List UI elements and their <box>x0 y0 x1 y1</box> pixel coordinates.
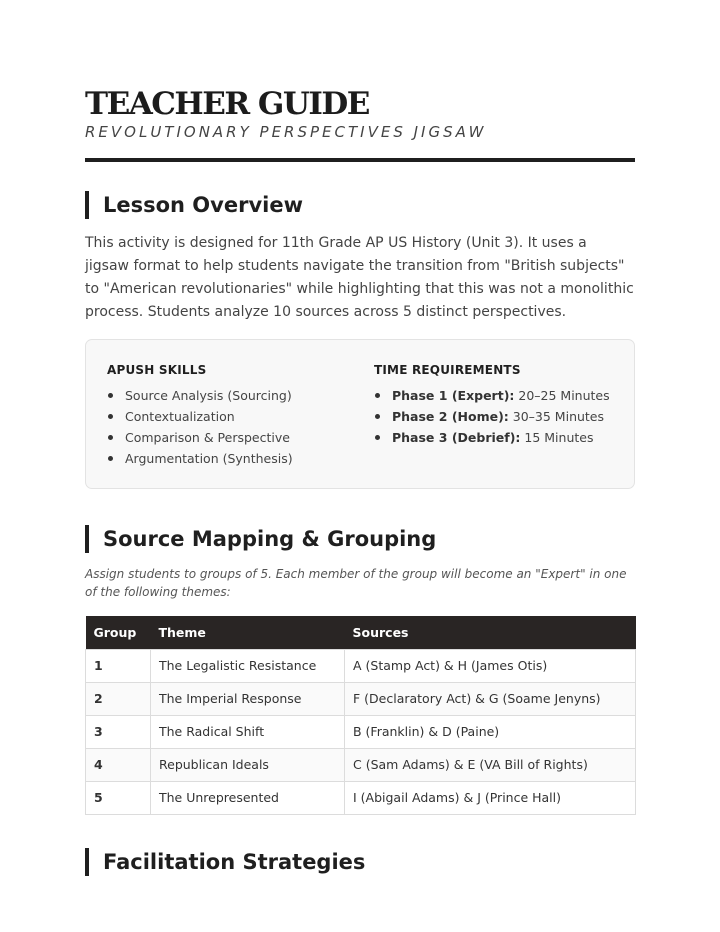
table-row <box>86 682 636 715</box>
theme-cell: The Imperial Response <box>151 682 345 715</box>
group-cell: 2 <box>86 682 151 715</box>
sources-cell: I (Abigail Adams) & J (Prince Hall) <box>345 781 636 814</box>
source-mapping-table <box>85 616 636 815</box>
skill-item: Argumentation (Synthesis) <box>107 448 357 469</box>
document-title: TEACHER GUIDE <box>85 86 369 122</box>
title-divider <box>85 158 635 162</box>
column-header-sources: Sources <box>345 616 636 649</box>
skill-item: Comparison & Perspective <box>107 427 357 448</box>
skills-heading: APUSH SKILLS <box>107 363 207 377</box>
grouping-instructions: Assign students to groups of 5. Each member of the group will become an "Expert" in one of the following themes: <box>85 567 627 599</box>
theme-cell: Republican Ideals <box>151 748 345 781</box>
column-header-theme: Theme <box>151 616 345 649</box>
table-row <box>86 748 636 781</box>
sources-cell: C (Sam Adams) & E (VA Bill of Rights) <box>345 748 636 781</box>
time-item-value: 30–35 Minutes <box>508 409 605 424</box>
skill-item: Contextualization <box>107 406 357 427</box>
theme-cell: The Legalistic Resistance <box>151 649 345 682</box>
group-cell: 3 <box>86 715 151 748</box>
theme-cell: The Unrepresented <box>151 781 345 814</box>
time-item-label: Phase 2 (Home): <box>392 409 509 424</box>
column-header-group: Group <box>86 616 151 649</box>
document-subtitle: REVOLUTIONARY PERSPECTIVES JIGSAW <box>85 123 487 141</box>
section-heading-source-mapping: Source Mapping & Grouping <box>85 525 436 553</box>
skills-time-box <box>85 339 635 489</box>
section-heading-facilitation: Facilitation Strategies <box>85 848 365 876</box>
sources-cell: A (Stamp Act) & H (James Otis) <box>345 649 636 682</box>
skills-column <box>107 362 357 469</box>
time-item-value: 20–25 Minutes <box>514 388 610 403</box>
table-row <box>86 649 636 682</box>
group-cell: 1 <box>86 649 151 682</box>
table-row <box>86 715 636 748</box>
table-row <box>86 781 636 814</box>
time-item-label: Phase 3 (Debrief): <box>392 430 521 445</box>
section-heading-lesson-overview: Lesson Overview <box>85 191 303 219</box>
time-column <box>374 362 624 448</box>
time-item <box>374 427 624 448</box>
time-heading: TIME REQUIREMENTS <box>374 363 521 377</box>
time-list <box>374 385 624 448</box>
skills-list <box>107 385 357 469</box>
time-item <box>374 385 624 406</box>
table-header-row <box>86 616 636 649</box>
time-item-label: Phase 1 (Expert): <box>392 388 515 403</box>
time-item-value: 15 Minutes <box>520 430 594 445</box>
overview-paragraph: This activity is designed for 11th Grade AP US History (Unit 3). It uses a jigsaw format to help students navigate the transition from "British subjects" to "American revolutionaries" while highlighting that this was not a monolithic process. Students analyze 10 sources across 5 distinct perspectives. <box>85 235 634 320</box>
sources-cell: F (Declaratory Act) & G (Soame Jenyns) <box>345 682 636 715</box>
theme-cell: The Radical Shift <box>151 715 345 748</box>
group-cell: 4 <box>86 748 151 781</box>
skill-item: Source Analysis (Sourcing) <box>107 385 357 406</box>
time-item <box>374 406 624 427</box>
group-cell: 5 <box>86 781 151 814</box>
sources-cell: B (Franklin) & D (Paine) <box>345 715 636 748</box>
